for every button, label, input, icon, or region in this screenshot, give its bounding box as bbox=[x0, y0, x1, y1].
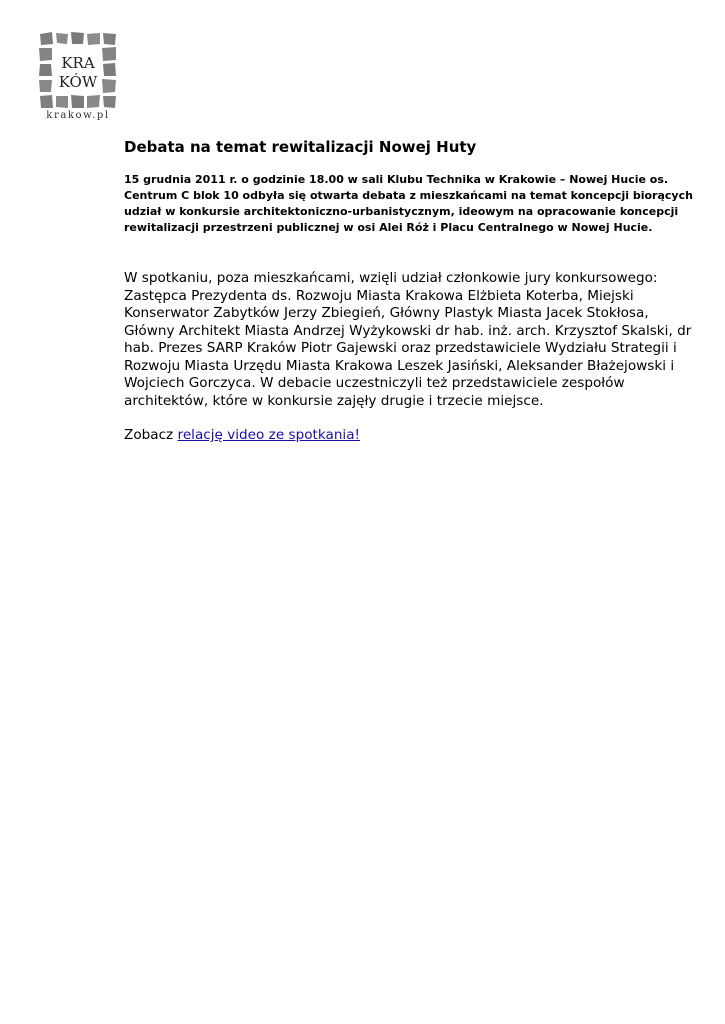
logo-wordmark: krakow.pl bbox=[46, 110, 110, 121]
see-video-prefix: Zobacz bbox=[124, 427, 178, 443]
krakow-logo bbox=[36, 30, 126, 126]
logo-line-1: KRA bbox=[61, 54, 95, 72]
article-title: Debata na temat rewitalizacji Nowej Huty bbox=[124, 138, 477, 156]
video-report-link[interactable]: relację video ze spotkania! bbox=[177, 427, 360, 443]
logo-line-2: KÓW bbox=[58, 73, 98, 91]
see-video-line bbox=[124, 427, 699, 445]
article bbox=[124, 136, 699, 445]
article-body: W spotkaniu, poza mieszkańcami, wzięli udział członkowie jury konkursowego: Zastępca Prezydenta ds. Rozwoju Miasta Krakowa Elżbieta Koterba, Miejski Konserwator Zabytków Jerzy Zbiegień, Główny Plastyk Miasta Jacek Stokłosa, Główny Architekt Miasta Andrzej Wyżykowski dr hab. inż. arch. Krzysztof Skalski, dr hab. Prezes SARP Kraków Piotr Gajewski oraz przedstawiciele Wydziału Strategii i Rozwoju Miasta Urzędu Miasta Krakowa Leszek Jasiński, Aleksander Błażejowski i Wojciech Gorczyca. W debacie uczestniczyli też przedstawiciele zespołów architektów, które w konkursie zajęły drugie i trzecie miejsce. bbox=[124, 270, 692, 409]
krakow-logo-icon bbox=[36, 30, 120, 110]
article-lead: 15 grudnia 2011 r. o godzinie 18.00 w sali Klubu Technika w Krakowie – Nowej Hucie os. Centrum C blok 10 odbyła się otwarta debata z mieszkańcami na temat koncepcji biorących udział w konkursie architektoniczno-urbanistycznym, ideowym na opracowanie koncepcji rewitalizacji przestrzeni publicznej w osi Alei Róż i Placu Centralnego w Nowej Hucie. bbox=[124, 173, 693, 234]
